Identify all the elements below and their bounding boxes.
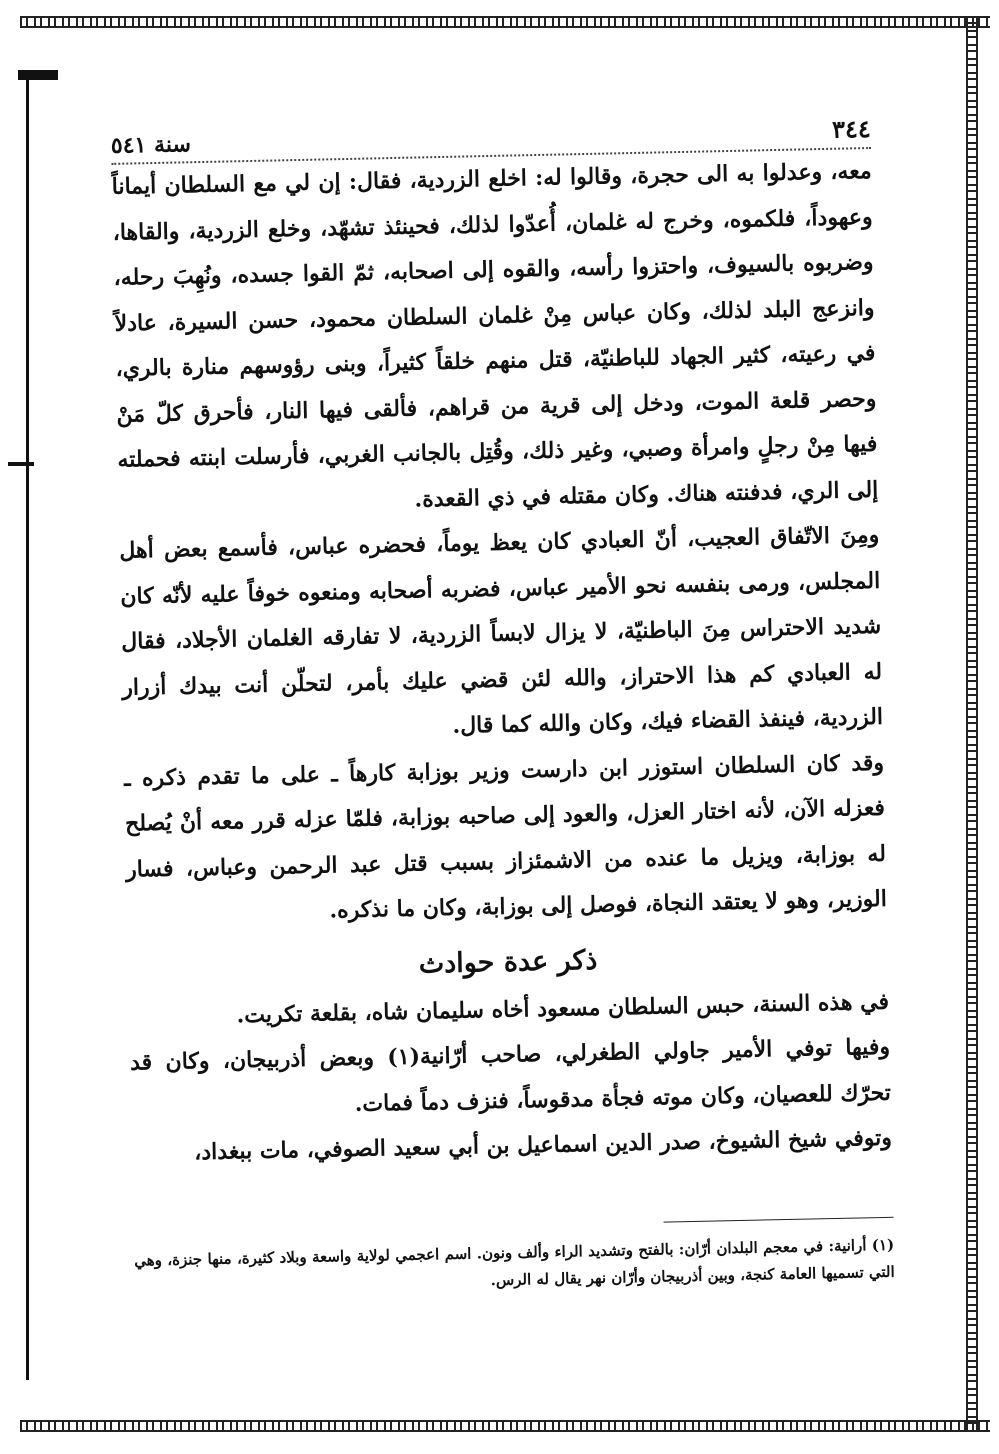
paragraph: في هذه السنة، حبس السلطان مسعود أخاه سليمان شاه، بقلعة تكريت. <box>236 988 890 1028</box>
footnote: (١) أرانية: في معجم البلدان أرّان: بالفتح وتشديد الراء وألف ونون. اسم اعجمي لولاية واسعة وبلاد كثيرة، منها جنزة، وهي التي تسميها العامة كنجة، وبين أذربيجان وأرّان نهر يقال له الرس. <box>134 1235 895 1289</box>
scan-edge-shadow <box>26 70 36 1380</box>
ornamental-border-right <box>966 16 978 1432</box>
scan-mark <box>8 462 34 466</box>
paragraph: ومِنَ الاتّفاق العجيب، أنّ العبادي كان يعظ يوماً، فحضره عباس، فأسمع بعض أهل المجلس، ورمى بنفسه نحو الأمير عباس، فضربه أصحابه ومنعوه خوفاً عليه لأنّه كان شديد الاحتراس مِنَ الباطنيّة، لا يزال لابساً الزردية، لا تفارقه الغلمان الأجلاد، فقال له العبادي كم هذا الاحتراز، والله لئن قضي عليك بأمر، لتحلّن أنت بيدك أزرار الزردية، فينفذ القضاء فيك، وكان والله كما قال. <box>119 521 884 739</box>
paragraph: معه، وعدلوا به الى حجرة، وقالوا له: اخلع الزردية، فقال: إن لي مع السلطان أيماناً وعهوداً، فلكموه، وخرج له غلمان، أُعدّوا لذلك، فحينئذ تشهّد، وخلع الزردية، والقاها، وضربوه بالسيوف، واحتزوا رأسه، والقوه إلى اصحابه، ثمّ القوا جسده، ونُهِبَ رحله، وانزعج البلد لذلك، وكان عباس مِنْ غلمان السلطان محمود، حسن السيرة، عادلاً في رعيته، كثير الجهاد للباطنيّة، قتل منهم خلقاً كثيراً، وبنى رؤوسهم منارة بالري، وحصر قلعة الموت، ودخل إلى قرية من قراهم، فألقى فيها النار، فأحرق كلّ مَنْ فيها مِنْ رجلٍ وامرأة وصبي، وغير ذلك، وقُتِل بالجانب الغربي، فأرسلت ابنته فحملته إلى الري، فدفنته هناك. وكان مقتله في ذي القعدة. <box>111 157 879 513</box>
footnote-divider <box>664 1216 894 1222</box>
page-number: ٣٤٤ <box>831 113 872 144</box>
running-title: سنة ٥٤١ <box>110 131 192 159</box>
section-heading: ذكر عدة حوادث <box>418 944 598 980</box>
book-page <box>110 95 895 1301</box>
ornamental-border-top <box>20 16 990 28</box>
scan-mark <box>18 70 58 80</box>
paragraph: وقد كان السلطان استوزر ابن دارست وزير بوزابة كارهاً ـ على ما تقدم ذكره ـ فعزله الآن، لأنه اختار العزل، والعود إلى صاحبه بوزابة، فلمّا عزله قرر معه أنْ يُصلح له بوزابة، ويزيل ما عنده من الاشمئزاز بسبب قتل عبد الرحمن وعباس، فسار الوزير، وهو لا يعتقد النجاة، فوصل إلى بوزابة، وكان ما نذكره. <box>123 749 888 924</box>
ornamental-border-bottom <box>20 1420 990 1432</box>
paragraph: وتوفي شيخ الشيوخ، صدر الدين اسماعيل بن أبي سعيد الصوفي، مات ببغداد، <box>193 1124 893 1166</box>
paragraph: وفيها توفي الأمير جاولي الطغرلي، صاحب أرّانية(١) وبعض أذربيجان، وكان قد تحرّك للعصيان، وكان موته فجأة مدقوساً، فنزف دماً فمات. <box>129 1033 892 1117</box>
